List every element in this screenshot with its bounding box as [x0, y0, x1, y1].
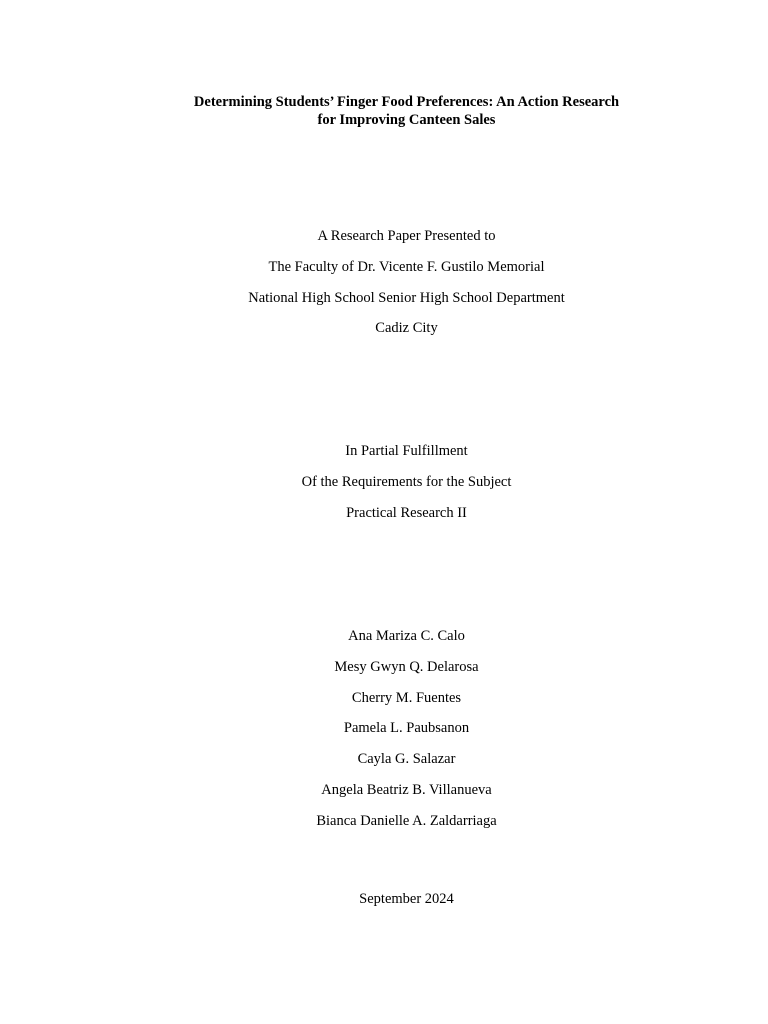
author-name: Bianca Danielle A. Zaldarriaga [316, 812, 497, 829]
presented-line: The Faculty of Dr. Vicente F. Gustilo Memorial [268, 258, 545, 275]
author-name: Cherry M. Fuentes [351, 689, 462, 706]
fulfillment-line: In Partial Fulfillment [345, 443, 468, 459]
paper-title-line-1: Determining Students’ Finger Food Preferences: An Action Research [193, 94, 620, 110]
fulfillment-statement [100, 436, 713, 528]
presented-line: A Research Paper Presented to [317, 228, 496, 244]
presented-line: Cadiz City [375, 320, 438, 337]
author-name: Cayla G. Salazar [357, 751, 456, 768]
submission-date [100, 884, 713, 915]
presentation-statement [100, 221, 713, 344]
author-name: Angela Beatriz B. Villanueva [321, 781, 492, 798]
author-list [100, 621, 713, 837]
paper-title [120, 93, 693, 129]
presented-line: National High School Senior High School Department [248, 289, 565, 306]
fulfillment-line: Of the Requirements for the Subject [301, 473, 512, 490]
author-name: Pamela L. Paubsanon [343, 720, 470, 737]
paper-title-line-2: for Improving Canteen Sales [317, 112, 496, 128]
author-name: Mesy Gwyn Q. Delarosa [334, 658, 479, 675]
author-name: Ana Mariza C. Calo [348, 628, 465, 644]
date-text: September 2024 [359, 891, 454, 907]
fulfillment-line: Practical Research II [346, 504, 467, 521]
